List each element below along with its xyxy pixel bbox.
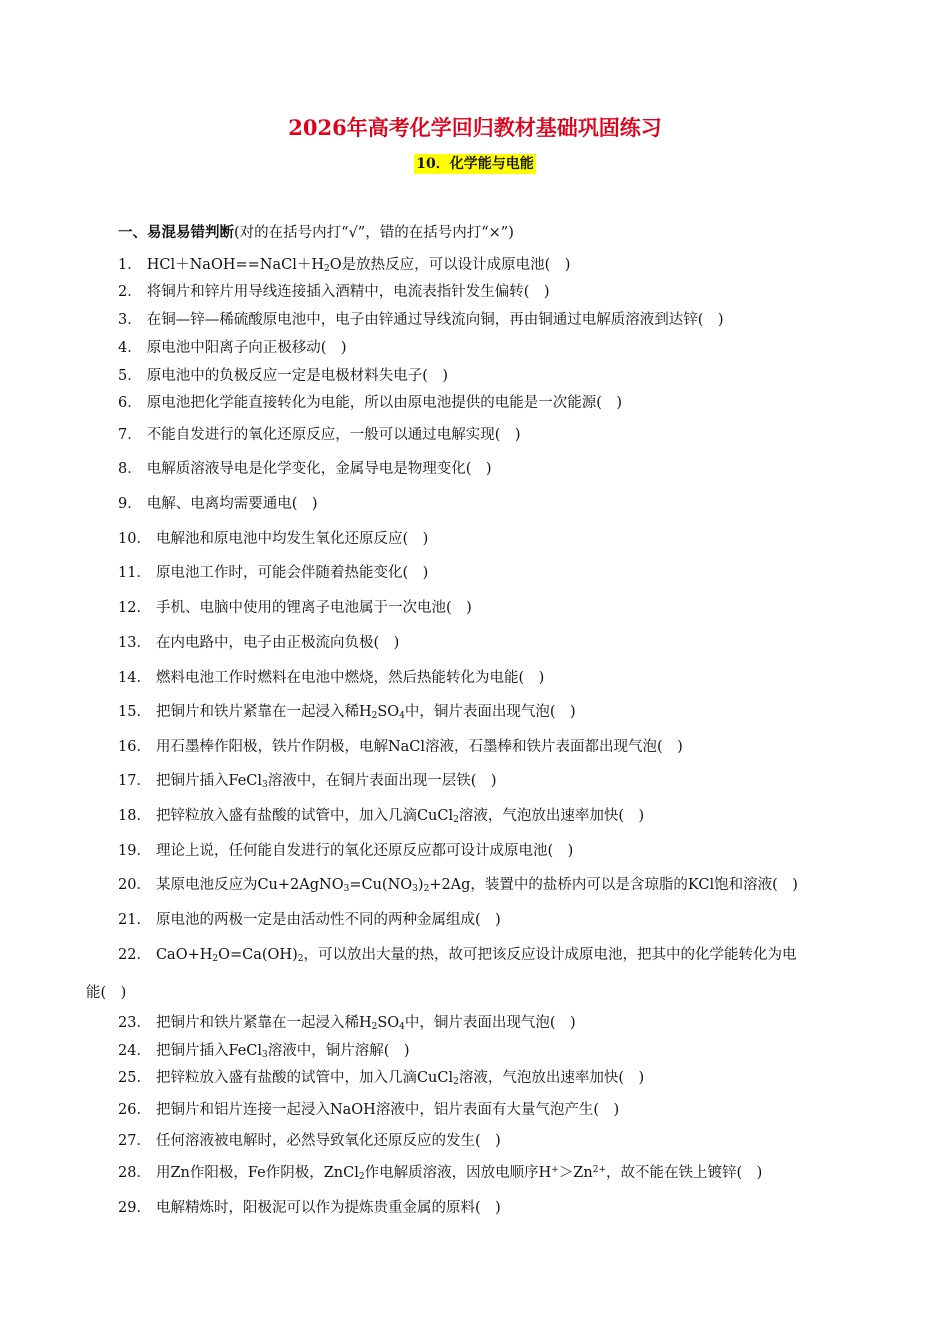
question-number: 19． <box>118 843 151 859</box>
question-number: 15． <box>118 704 151 720</box>
question-item <box>118 1067 644 1089</box>
question-text: 电解、电离均需要通电( ) <box>146 496 318 512</box>
question-item <box>118 701 576 723</box>
question-number: 5． <box>118 368 142 384</box>
question-item <box>118 1012 576 1034</box>
question-number: 6． <box>118 395 142 411</box>
question-number: 4． <box>118 340 142 356</box>
question-item <box>118 1197 501 1219</box>
question-item <box>118 458 492 480</box>
question-number: 10． <box>118 531 151 547</box>
document-title: 2026年高考化学回归教材基础巩固练习 <box>288 115 662 140</box>
question-number: 16． <box>118 739 151 755</box>
question-item <box>118 597 472 619</box>
question-number: 25． <box>118 1070 151 1086</box>
question-number: 14． <box>118 670 151 686</box>
question-number: 23． <box>118 1015 151 1031</box>
question-number: 12． <box>118 600 151 616</box>
question-item <box>118 337 347 359</box>
question-number: 3． <box>118 312 142 328</box>
question-number: 11． <box>118 565 151 581</box>
question-number: 17． <box>118 773 151 789</box>
question-text: 把铜片和铝片连接一起浸入NaOH溶液中，铝片表面有大量气泡产生( ) <box>155 1102 620 1118</box>
question-text: 燃料电池工作时燃料在电池中燃烧，然后热能转化为电能( ) <box>155 670 545 686</box>
question-text-continuation: 能( ) <box>86 985 127 1001</box>
question-text: $HCl+NaOH==NaCl+H_2O$是放热反应，可以设计成原电池( ) <box>146 257 571 274</box>
question-item <box>118 770 497 792</box>
question-text: 用石墨棒作阳极，铁片作阴极，电解NaCl溶液，石墨棒和铁片表面都出现气泡( ) <box>155 739 683 755</box>
question-text: 手机、电脑中使用的锂离子电池属于一次电池( ) <box>155 600 472 616</box>
question-text: 把锌粒放入盛有盐酸的试管中，加入几滴CuCl$_2$溶液，气泡放出速率加快( ) <box>155 1070 645 1087</box>
question-item <box>118 392 622 414</box>
question-text: 在内电路中，电子由正极流向负极( ) <box>155 635 400 651</box>
question-number: 26． <box>118 1102 151 1118</box>
question-text: 把铜片插入FeCl$_3$溶液中，在铜片表面出现一层铁( ) <box>155 773 497 790</box>
question-item <box>118 1040 410 1062</box>
question-item <box>118 365 448 387</box>
question-text: 把铜片和铁片紧靠在一起浸入稀$H_2SO_4$中，铜片表面出现气泡( ) <box>155 704 576 721</box>
section-heading: 一、易混易错判断 <box>118 224 234 241</box>
question-item <box>118 944 796 966</box>
question-item <box>118 309 724 331</box>
question-text: 原电池把化学能直接转化为电能，所以由原电池提供的电能是一次能源( ) <box>146 395 623 411</box>
question-item <box>118 874 798 896</box>
question-number: 20． <box>118 877 151 893</box>
question-item <box>118 254 570 276</box>
section-heading-line <box>118 222 514 244</box>
question-text: 在铜—锌—稀硫酸原电池中，电子由锌通过导线流向铜，再由铜通过电解质溶液到达锌( ) <box>146 312 724 328</box>
question-item <box>118 281 550 303</box>
question-text: 电解池和原电池中均发生氧化还原反应( ) <box>155 531 429 547</box>
question-item <box>118 562 428 584</box>
question-number: 18． <box>118 808 151 824</box>
question-item <box>118 424 521 446</box>
subtitle-container <box>0 153 950 174</box>
question-text: 某原电池反应为$Cu+2AgNO_3=Cu(NO_3)_2+2Ag$，装置中的盐桥内可以是含琼脂的KCl饱和溶液( ) <box>155 877 798 894</box>
question-text: 把铜片和铁片紧靠在一起浸入稀$H_2SO_4$中，铜片表面出现气泡( ) <box>155 1015 576 1032</box>
document-subtitle: 10．化学能与电能 <box>416 156 534 172</box>
question-text: 任何溶液被电解时，必然导致氧化还原反应的发生( ) <box>155 1133 501 1149</box>
question-text: 原电池的两极一定是由活动性不同的两种金属组成( ) <box>155 912 501 928</box>
question-text: 把铜片插入FeCl$_3$溶液中，铜片溶解( ) <box>155 1043 410 1060</box>
question-text: 电解质溶液导电是化学变化，金属导电是物理变化( ) <box>146 461 492 477</box>
question-item <box>118 493 318 515</box>
question-number: 9． <box>118 496 142 512</box>
question-item <box>118 528 428 550</box>
question-text: 原电池工作时，可能会伴随着热能变化( ) <box>155 565 429 581</box>
question-text: $CaO+H_2O=Ca(OH)_2$，可以放出大量的热，故可把该反应设计成原电池，把其中的化学能转化为电 <box>155 947 797 964</box>
question-item <box>118 736 683 758</box>
question-text: 理论上说，任何能自发进行的氧化还原反应都可设计成原电池( ) <box>155 843 574 859</box>
question-item <box>118 909 501 931</box>
question-number: 13． <box>118 635 151 651</box>
question-item <box>118 632 399 654</box>
question-number: 28． <box>118 1165 151 1181</box>
question-text: 将铜片和锌片用导线连接插入酒精中，电流表指针发生偏转( ) <box>146 284 550 300</box>
question-text: 原电池中阳离子向正极移动( ) <box>146 340 347 356</box>
question-item <box>118 1162 762 1184</box>
question-number: 27． <box>118 1133 151 1149</box>
question-number: 8． <box>118 461 142 477</box>
question-number: 1． <box>118 257 142 273</box>
question-item <box>118 805 644 827</box>
question-item <box>118 840 573 862</box>
question-text: 电解精炼时，阳极泥可以作为提炼贵重金属的原料( ) <box>155 1200 501 1216</box>
question-number: 24． <box>118 1043 151 1059</box>
question-number: 22． <box>118 947 151 963</box>
question-number: 29． <box>118 1200 151 1216</box>
question-number: 21． <box>118 912 151 928</box>
question-item <box>118 1099 619 1121</box>
question-text: 原电池中的负极反应一定是电极材料失电子( ) <box>146 368 449 384</box>
question-text: 把锌粒放入盛有盐酸的试管中，加入几滴CuCl$_2$溶液，气泡放出速率加快( ) <box>155 808 645 825</box>
question-number: 2． <box>118 284 142 300</box>
question-item <box>118 667 544 689</box>
section-instruction: (对的在括号内打“√”，错的在括号内打“×”) <box>234 225 514 241</box>
question-text: 用Zn作阳极，Fe作阴极，ZnCl$_2$作电解质溶液，因放电顺序$H^+>Zn^{2+}$，故不能在铁上镀锌( ) <box>155 1165 763 1182</box>
question-item <box>118 1130 501 1152</box>
question-text: 不能自发进行的氧化还原反应，一般可以通过电解实现( ) <box>146 427 521 443</box>
question-number: 7． <box>118 427 142 443</box>
